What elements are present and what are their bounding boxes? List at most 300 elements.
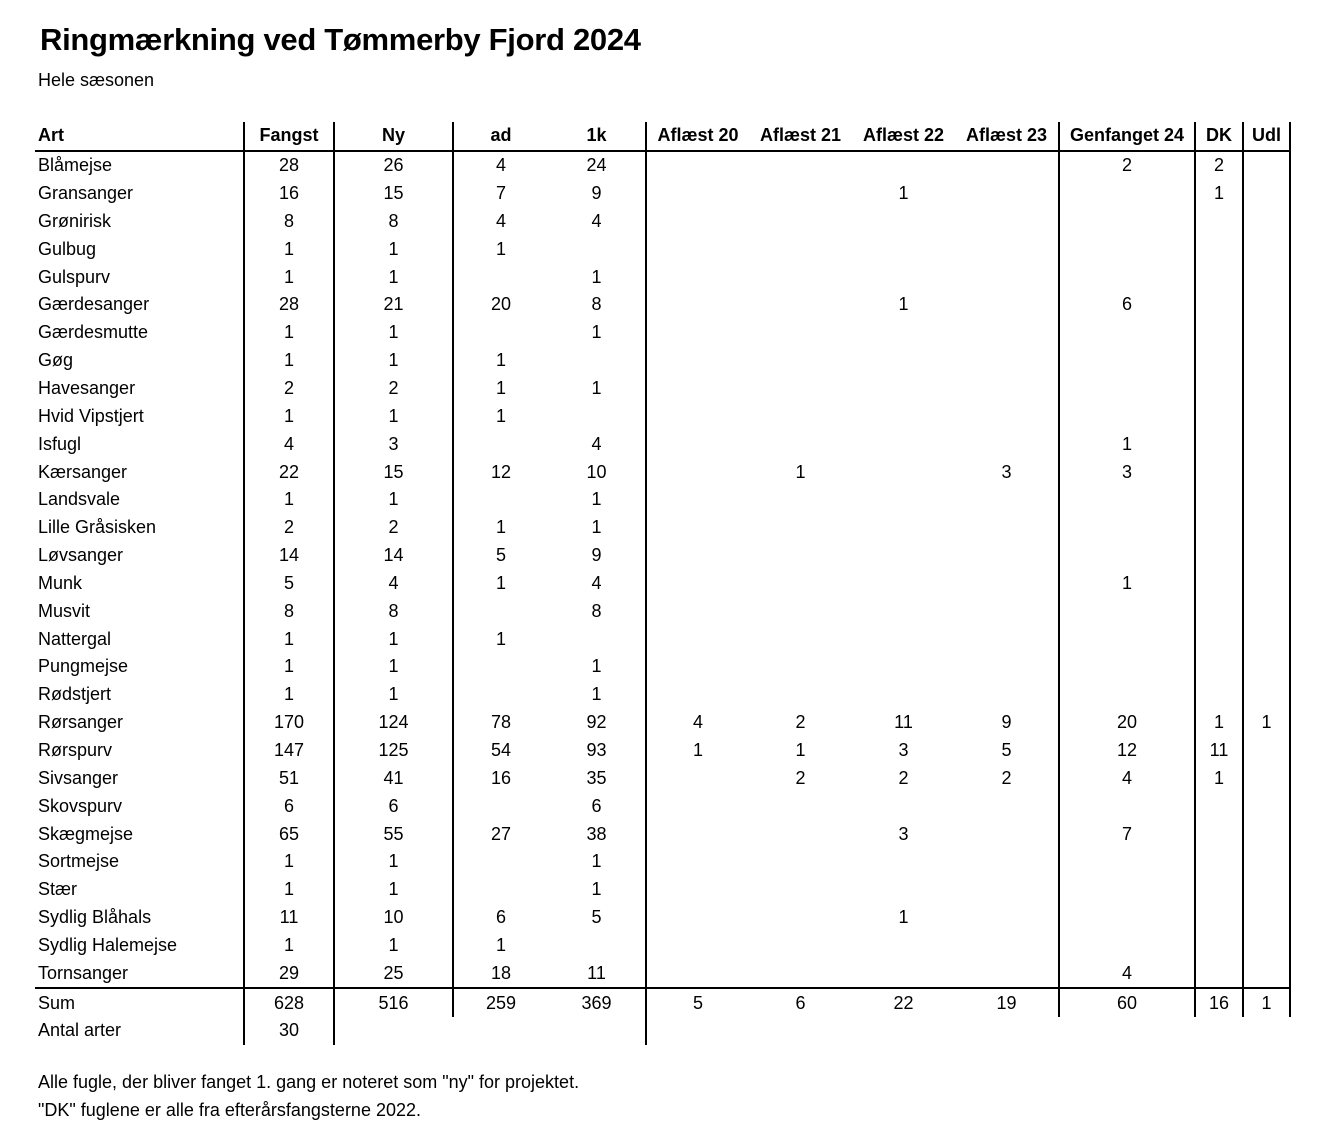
species-name: Gulbug xyxy=(38,238,97,259)
table-cell: 35 xyxy=(586,767,607,788)
table-cell xyxy=(852,931,955,959)
table-cell xyxy=(749,402,852,430)
table-row xyxy=(35,848,1290,876)
table-cell xyxy=(1195,820,1243,848)
table-cell xyxy=(852,486,955,514)
page-subtitle: Hele sæsonen xyxy=(38,70,155,90)
table-cell xyxy=(852,375,955,403)
table-cell: 1 xyxy=(244,347,334,375)
table-cell: 2 xyxy=(1001,767,1012,788)
table-row xyxy=(35,458,1290,486)
table-cell: 15 xyxy=(334,180,453,208)
table-cell xyxy=(1195,319,1243,347)
sum-cell: 516 xyxy=(334,988,453,1017)
table-cell: 11 xyxy=(587,962,606,983)
table-cell xyxy=(1195,904,1243,932)
table-cell xyxy=(646,820,749,848)
table-row xyxy=(35,347,1290,375)
table-cell: 20 xyxy=(1059,709,1195,737)
table-cell xyxy=(1243,430,1290,458)
table-cell xyxy=(749,208,852,236)
table-cell: 170 xyxy=(244,709,334,737)
species-name: Løvsanger xyxy=(38,545,124,566)
table-cell xyxy=(852,263,955,291)
sum-label: Sum xyxy=(35,988,244,1017)
table-cell xyxy=(1243,959,1290,988)
table-row xyxy=(35,570,1290,598)
table-cell: 10 xyxy=(586,461,607,482)
table-cell: 1 xyxy=(453,402,548,430)
table-cell: 3 xyxy=(898,739,909,760)
table-cell: 1 xyxy=(334,625,453,653)
table-row xyxy=(35,208,1290,236)
table-cell xyxy=(852,959,955,988)
table-cell: 1 xyxy=(795,461,806,482)
table-row xyxy=(35,514,1290,542)
table-cell: 1 xyxy=(453,514,548,542)
table-cell xyxy=(955,653,1059,681)
table-cell: 1 xyxy=(646,737,749,765)
table-row xyxy=(35,625,1290,653)
table-cell xyxy=(646,931,749,959)
table-cell: 1 xyxy=(795,739,806,760)
table-cell xyxy=(646,486,749,514)
table-cell xyxy=(1243,291,1290,319)
table-cell xyxy=(852,597,955,625)
table-cell xyxy=(548,402,646,430)
table-cell: 38 xyxy=(586,823,607,844)
col-header-aflaest-22: Aflæst 22 xyxy=(852,122,955,151)
table-cell: 4 xyxy=(591,433,602,454)
table-cell xyxy=(1243,931,1290,959)
table-cell xyxy=(955,235,1059,263)
species-name: Stær xyxy=(38,879,78,900)
table-cell: 27 xyxy=(453,820,548,848)
table-cell xyxy=(749,347,852,375)
table-cell: 54 xyxy=(453,737,548,765)
table-cell xyxy=(749,820,852,848)
table-cell: 28 xyxy=(244,151,334,180)
table-cell xyxy=(646,402,749,430)
table-cell xyxy=(548,625,646,653)
species-name: Sortmejse xyxy=(38,851,120,872)
table-cell xyxy=(955,514,1059,542)
species-name: Skovspurv xyxy=(38,795,123,816)
table-cell: 2 xyxy=(795,767,806,788)
table-cell: 78 xyxy=(453,709,548,737)
table-cell: 1 xyxy=(334,263,453,291)
table-cell: 28 xyxy=(244,291,334,319)
table-cell xyxy=(1059,848,1195,876)
table-cell: 93 xyxy=(586,739,607,760)
table-cell: 1 xyxy=(244,931,334,959)
table-cell xyxy=(646,430,749,458)
table-cell xyxy=(852,848,955,876)
table-cell: 2 xyxy=(795,712,806,733)
table-cell: 125 xyxy=(334,737,453,765)
table-cell xyxy=(1243,792,1290,820)
species-name: Hvid Vipstjert xyxy=(38,405,144,426)
table-cell xyxy=(646,542,749,570)
table-cell: 41 xyxy=(334,764,453,792)
table-row xyxy=(35,653,1290,681)
table-cell xyxy=(852,458,955,486)
table-cell: 5 xyxy=(1001,739,1012,760)
table-cell xyxy=(453,486,548,514)
table-cell: 6 xyxy=(1059,291,1195,319)
table-row xyxy=(35,375,1290,403)
table-cell xyxy=(548,931,646,959)
table-cell xyxy=(955,792,1059,820)
table-row xyxy=(35,876,1290,904)
table-cell: 8 xyxy=(591,294,602,315)
table-cell: 8 xyxy=(244,597,334,625)
table-cell xyxy=(1195,235,1243,263)
table-row xyxy=(35,681,1290,709)
table-cell: 14 xyxy=(334,542,453,570)
table-cell xyxy=(1059,542,1195,570)
table-cell xyxy=(749,681,852,709)
sum-cell: 22 xyxy=(852,988,955,1017)
col-header-aflaest-21: Aflæst 21 xyxy=(749,122,852,151)
table-row xyxy=(35,820,1290,848)
table-cell: 22 xyxy=(244,458,334,486)
table-cell xyxy=(955,848,1059,876)
table-cell: 2 xyxy=(334,514,453,542)
table-cell: 8 xyxy=(591,600,602,621)
species-name: Munk xyxy=(38,572,83,593)
col-header-ad: ad xyxy=(453,122,548,151)
table-cell xyxy=(852,625,955,653)
table-cell: 1 xyxy=(1059,430,1195,458)
table-cell: 2 xyxy=(1059,151,1195,180)
table-row xyxy=(35,263,1290,291)
table-cell xyxy=(1059,931,1195,959)
table-row xyxy=(35,959,1290,988)
table-cell: 1 xyxy=(334,876,453,904)
antal-arter-row xyxy=(35,1017,1290,1045)
table-cell: 1 xyxy=(591,879,602,900)
table-cell xyxy=(453,263,548,291)
table-cell: 4 xyxy=(1059,764,1195,792)
table-cell xyxy=(749,904,852,932)
species-name: Rørsanger xyxy=(38,712,124,733)
table-cell xyxy=(1059,904,1195,932)
table-cell xyxy=(1059,347,1195,375)
table-cell xyxy=(1059,208,1195,236)
table-cell xyxy=(1059,375,1195,403)
table-cell xyxy=(1195,263,1243,291)
table-cell xyxy=(548,347,646,375)
table-cell xyxy=(955,375,1059,403)
col-header-aflaest-23: Aflæst 23 xyxy=(955,122,1059,151)
antal-arter-value: 30 xyxy=(244,1017,334,1045)
table-cell: 1 xyxy=(244,319,334,347)
sum-cell: 19 xyxy=(955,988,1059,1017)
table-cell xyxy=(749,848,852,876)
table-cell: 1 xyxy=(898,907,909,928)
table-cell xyxy=(852,514,955,542)
table-cell: 1 xyxy=(244,848,334,876)
table-cell: 3 xyxy=(898,823,909,844)
table-cell xyxy=(1195,625,1243,653)
table-cell xyxy=(1243,375,1290,403)
species-name: Gøg xyxy=(38,350,74,371)
table-cell: 1 xyxy=(244,235,334,263)
table-cell: 1 xyxy=(334,931,453,959)
species-name: Sydlig Halemejse xyxy=(38,934,178,955)
col-header-dk: DK xyxy=(1195,122,1243,151)
table-cell xyxy=(1243,486,1290,514)
table-cell xyxy=(1195,208,1243,236)
table-cell: 1 xyxy=(453,347,548,375)
table-cell xyxy=(1243,542,1290,570)
table-row xyxy=(35,737,1290,765)
table-cell: 11 xyxy=(894,712,913,733)
table-cell: 8 xyxy=(334,597,453,625)
sum-cell: 628 xyxy=(244,988,334,1017)
table-cell xyxy=(1059,514,1195,542)
table-cell xyxy=(1059,402,1195,430)
table-cell xyxy=(646,653,749,681)
table-cell: 1 xyxy=(244,876,334,904)
col-header-ny: Ny xyxy=(334,122,453,151)
table-row xyxy=(35,151,1290,180)
table-cell: 2 xyxy=(244,514,334,542)
table-cell: 1 xyxy=(1243,709,1290,737)
table-cell: 6 xyxy=(591,795,602,816)
table-cell xyxy=(453,653,548,681)
table-row xyxy=(35,931,1290,959)
species-name: Gulspurv xyxy=(38,266,111,287)
table-cell: 5 xyxy=(244,570,334,598)
table-cell xyxy=(749,570,852,598)
table-cell xyxy=(852,235,955,263)
table-cell xyxy=(646,180,749,208)
species-name: Sivsanger xyxy=(38,767,119,788)
sum-cell: 259 xyxy=(453,988,548,1017)
species-name: Havesanger xyxy=(38,378,136,399)
table-cell: 1 xyxy=(898,294,909,315)
table-cell: 4 xyxy=(646,709,749,737)
table-cell: 1 xyxy=(1059,570,1195,598)
table-row xyxy=(35,597,1290,625)
table-cell xyxy=(955,959,1059,988)
sum-cell: 16 xyxy=(1195,988,1243,1017)
table-cell xyxy=(1243,625,1290,653)
table-cell xyxy=(749,291,852,319)
table-row xyxy=(35,319,1290,347)
table-cell xyxy=(1243,514,1290,542)
table-cell xyxy=(749,876,852,904)
table-cell: 92 xyxy=(586,712,607,733)
table-row xyxy=(35,430,1290,458)
table-cell xyxy=(646,792,749,820)
table-cell: 1 xyxy=(334,848,453,876)
table-cell xyxy=(749,514,852,542)
table-cell xyxy=(749,235,852,263)
table-cell xyxy=(749,597,852,625)
table-cell xyxy=(749,151,852,180)
table-cell xyxy=(1059,319,1195,347)
sum-cell: 5 xyxy=(646,988,749,1017)
table-cell xyxy=(646,597,749,625)
table-cell: 65 xyxy=(244,820,334,848)
table-cell xyxy=(955,263,1059,291)
table-cell xyxy=(1243,764,1290,792)
table-cell xyxy=(453,792,548,820)
table-cell xyxy=(1243,820,1290,848)
table-cell xyxy=(1195,458,1243,486)
sum-cell: 6 xyxy=(749,988,852,1017)
table-cell xyxy=(1195,681,1243,709)
table-cell xyxy=(852,208,955,236)
table-cell xyxy=(852,347,955,375)
table-cell: 10 xyxy=(334,904,453,932)
table-cell: 1 xyxy=(591,266,602,287)
species-name: Gærdesanger xyxy=(38,294,150,315)
table-cell xyxy=(749,319,852,347)
species-name: Lille Gråsisken xyxy=(38,517,157,538)
species-name: Rødstjert xyxy=(38,684,112,705)
page-title: Ringmærkning ved Tømmerby Fjord 2024 xyxy=(40,22,641,57)
table-cell xyxy=(1243,597,1290,625)
table-cell: 15 xyxy=(334,458,453,486)
table-cell: 2 xyxy=(898,767,909,788)
table-cell: 7 xyxy=(453,180,548,208)
table-cell xyxy=(852,876,955,904)
table-cell: 16 xyxy=(244,180,334,208)
table-cell: 9 xyxy=(591,183,602,204)
table-cell xyxy=(955,151,1059,180)
table-cell xyxy=(646,625,749,653)
table-cell xyxy=(749,375,852,403)
table-cell: 1 xyxy=(591,851,602,872)
table-cell: 2 xyxy=(244,375,334,403)
table-cell xyxy=(955,681,1059,709)
table-cell: 1 xyxy=(334,653,453,681)
table-cell xyxy=(852,430,955,458)
table-cell: 1 xyxy=(591,517,602,538)
table-cell: 20 xyxy=(453,291,548,319)
table-cell xyxy=(1243,904,1290,932)
table-cell xyxy=(1059,876,1195,904)
table-cell: 21 xyxy=(334,291,453,319)
table-cell xyxy=(955,876,1059,904)
table-cell xyxy=(1059,681,1195,709)
species-name: Isfugl xyxy=(38,433,82,454)
table-cell xyxy=(646,375,749,403)
col-header-genfanget-24: Genfanget 24 xyxy=(1059,122,1195,151)
table-cell xyxy=(1195,291,1243,319)
table-cell xyxy=(749,792,852,820)
table-cell xyxy=(646,848,749,876)
table-cell xyxy=(1243,681,1290,709)
table-cell xyxy=(955,402,1059,430)
species-name: Grønirisk xyxy=(38,210,111,231)
table-row xyxy=(35,542,1290,570)
table-cell xyxy=(852,792,955,820)
table-cell xyxy=(1195,347,1243,375)
table-cell xyxy=(1195,653,1243,681)
table-cell xyxy=(646,347,749,375)
table-cell: 4 xyxy=(334,570,453,598)
table-cell: 51 xyxy=(244,764,334,792)
table-cell xyxy=(1059,235,1195,263)
table-cell xyxy=(646,151,749,180)
table-cell xyxy=(749,931,852,959)
table-cell xyxy=(1195,570,1243,598)
table-cell xyxy=(955,570,1059,598)
table-cell xyxy=(1243,263,1290,291)
table-cell xyxy=(955,208,1059,236)
table-cell xyxy=(1243,653,1290,681)
table-cell: 9 xyxy=(591,545,602,566)
ringing-table xyxy=(35,122,1291,1045)
table-cell xyxy=(852,402,955,430)
table-cell xyxy=(955,486,1059,514)
header-row xyxy=(35,122,1290,151)
table-cell: 4 xyxy=(453,208,548,236)
table-cell: 1 xyxy=(334,319,453,347)
table-cell xyxy=(1243,737,1290,765)
table-cell: 12 xyxy=(453,458,548,486)
table-cell xyxy=(1195,542,1243,570)
table-cell: 8 xyxy=(334,208,453,236)
species-name: Musvit xyxy=(38,600,91,621)
table-cell xyxy=(955,347,1059,375)
table-cell: 4 xyxy=(591,572,602,593)
table-cell xyxy=(1243,570,1290,598)
table-cell xyxy=(453,319,548,347)
table-cell xyxy=(749,180,852,208)
footnote-1: Alle fugle, der bliver fanget 1. gang er noteret som "ny" for projektet. xyxy=(38,1072,580,1092)
table-cell: 1 xyxy=(591,489,602,510)
col-header-udl: Udl xyxy=(1243,122,1290,151)
table-cell xyxy=(1243,235,1290,263)
table-cell xyxy=(646,263,749,291)
table-cell xyxy=(1059,263,1195,291)
table-cell xyxy=(955,319,1059,347)
table-cell xyxy=(749,486,852,514)
table-cell: 5 xyxy=(591,907,602,928)
table-cell: 1 xyxy=(244,653,334,681)
table-cell xyxy=(749,542,852,570)
table-cell: 1 xyxy=(591,378,602,399)
table-cell xyxy=(646,959,749,988)
table-cell xyxy=(646,319,749,347)
table-cell xyxy=(749,959,852,988)
table-cell xyxy=(1195,514,1243,542)
table-cell: 1 xyxy=(453,625,548,653)
col-header-fangst: Fangst xyxy=(244,122,334,151)
table-cell xyxy=(1059,625,1195,653)
table-cell: 1 xyxy=(453,931,548,959)
table-cell xyxy=(852,319,955,347)
table-cell xyxy=(646,876,749,904)
table-cell xyxy=(646,291,749,319)
table-row xyxy=(35,764,1290,792)
table-cell: 9 xyxy=(1001,712,1012,733)
sum-cell: 60 xyxy=(1059,988,1195,1017)
table-cell xyxy=(1243,180,1290,208)
table-cell: 1 xyxy=(591,322,602,343)
table-cell xyxy=(1243,151,1290,180)
table-cell xyxy=(646,904,749,932)
species-name: Landsvale xyxy=(38,489,121,510)
table-cell xyxy=(1195,959,1243,988)
species-name: Sydlig Blåhals xyxy=(38,907,152,928)
